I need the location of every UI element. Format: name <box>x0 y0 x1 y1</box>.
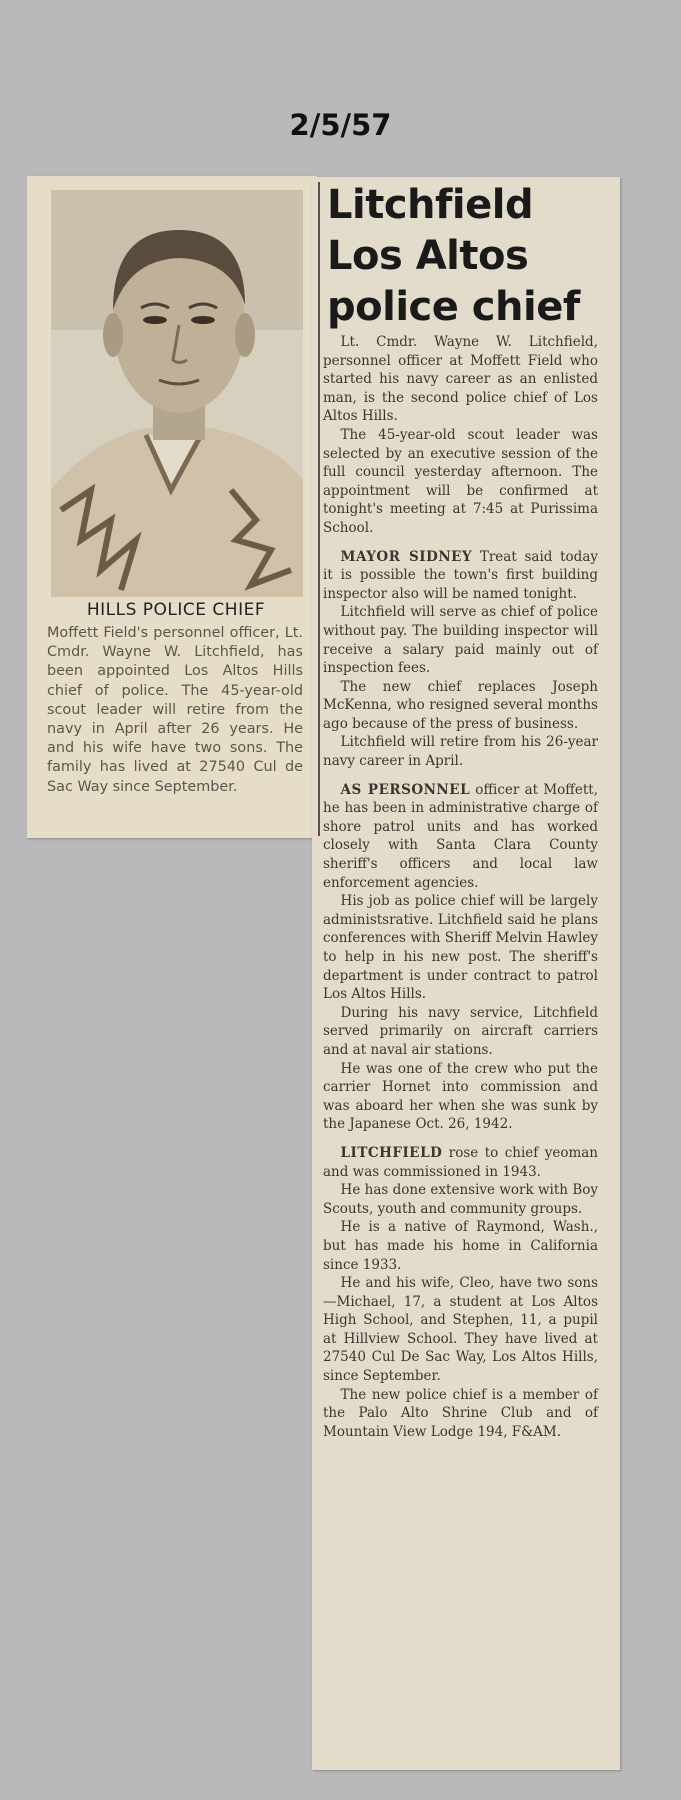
paragraph-text: He has done extensive work with Boy Scouts, youth and community groups. <box>323 1182 598 1217</box>
article-paragraph <box>323 548 598 604</box>
article-body <box>323 333 598 1441</box>
article-paragraph <box>323 1004 598 1060</box>
article-paragraph <box>323 1274 598 1386</box>
paragraph-text: He is a native of Raymond, Wash., but has made his home in California since 1933. <box>323 1219 598 1273</box>
article-paragraph <box>323 1060 598 1134</box>
paragraph-text: Litchfield will retire from his 26-year navy career in April. <box>323 734 598 770</box>
column-rule <box>318 182 320 836</box>
paragraph-lead-in: LITCHFIELD <box>340 1144 443 1161</box>
paragraph-text: rose to chief yeoman and was commissioned in 1943. <box>323 1144 598 1180</box>
article-headline: Litchfield Los Altos police chief <box>327 182 580 330</box>
article-paragraph <box>323 733 598 770</box>
paragraph-text: Litchfield will serve as chief of police without pay. The building inspector will receive a salary paid mainly out of inspection fees. <box>323 604 598 677</box>
paragraph-text: officer at Moffett, he has been in administrative charge of shore patrol units and has worked closely with Santa Clara County sheriff's officers and local law enforcement agencies. <box>323 781 598 891</box>
article-paragraph <box>323 426 598 538</box>
photo-caption-text: Moffett Field's personnel officer, Lt. Cmdr. Wayne W. Litchfield, has been appointed Los Altos Hills chief of police. The 45-year-old scout leader will retire from the navy in April after 26 years. He and his wife have two sons. The family has lived at 27540 Cul de Sac Way since September. <box>47 625 303 795</box>
article-paragraph <box>323 1386 598 1442</box>
paragraph-text: His job as police chief will be largely administsrative. Litchfield said he plans conferences with Sheriff Melvin Hawley to help in his new post. The sheriff's department is under contract to patrol Los Altos Hills. <box>323 893 598 1003</box>
article-paragraph <box>323 678 598 734</box>
paragraph-text: The 45-year-old scout leader was selected by an executive session of the full council yesterday afternoon. The appointment will be confirmed at tonight's meeting at 7:45 at Purissima School. <box>323 426 598 536</box>
paragraph-text: Lt. Cmdr. Wayne W. Litchfield, personnel officer at Moffett Field who started his navy career as an enlisted man, is the second police chief of Los Altos Hills. <box>323 334 598 425</box>
paragraph-text: During his navy service, Litchfield served primarily on aircraft carriers and at naval air stations. <box>323 1004 598 1058</box>
article-paragraph <box>323 892 598 1004</box>
article-paragraph <box>323 1218 598 1274</box>
article-paragraph <box>323 1144 598 1181</box>
paragraph-text: The new police chief is a member of the Palo Alto Shrine Club and of Mountain View Lodge 194, F&AM. <box>323 1386 598 1440</box>
photo-caption-title: HILLS POLICE CHIEF <box>86 600 266 620</box>
article-paragraph <box>323 781 598 893</box>
date-annotation: 2/5/57 <box>289 108 392 142</box>
paragraph-text: He was one of the crew who put the carrier Hornet into commission and was aboard her when she was sunk by the Japanese Oct. 26, 1942. <box>323 1060 598 1133</box>
portrait-photo <box>51 190 303 597</box>
article-paragraph <box>323 603 598 677</box>
paragraph-lead-in: AS PERSONNEL <box>340 781 471 798</box>
article-paragraph <box>323 1181 598 1218</box>
paragraph-text: He and his wife, Cleo, have two sons—Michael, 17, a student at Los Altos High School, and Stephen, 11, a pupil at Hillview School. They have lived at 27540 Cul De Sac Way, Los Altos Hills, since September. <box>323 1275 598 1385</box>
paragraph-text: The new chief replaces Joseph McKenna, who resigned several months ago because of the press of business. <box>323 678 598 732</box>
paragraph-text: Treat said today it is possible the town's first building inspector also will be named tonight. <box>323 548 598 602</box>
paragraph-lead-in: MAYOR SIDNEY <box>340 548 473 565</box>
article-paragraph <box>323 333 598 426</box>
